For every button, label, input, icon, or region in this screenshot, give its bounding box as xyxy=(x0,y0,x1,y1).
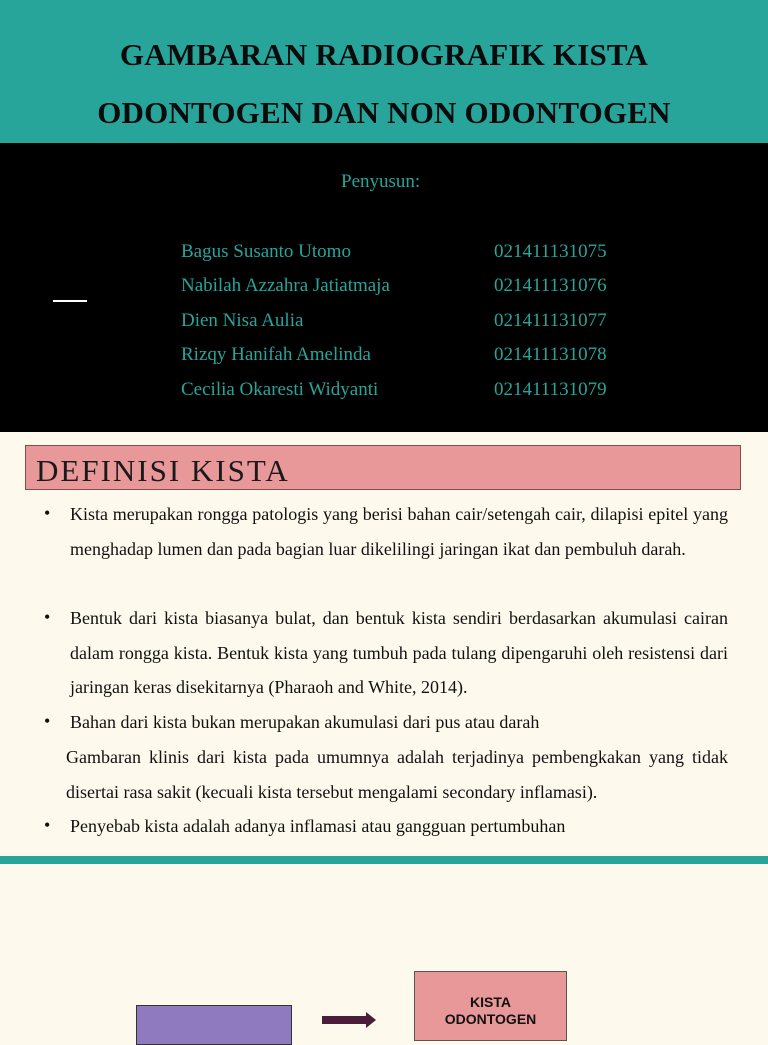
bullet-icon: • xyxy=(44,815,51,835)
section-divider xyxy=(0,856,768,864)
author-name: Rizqy Hanifah Amelinda xyxy=(181,344,371,365)
definition-heading: DEFINISI KISTA xyxy=(36,453,290,488)
clinical-paragraph: Gambaran klinis dari kista pada umumnya adalah terjadinya pembengkakan yang tidak disertai rasa sakit (kecuali kista tersebut mengalami secondary inflamasi). xyxy=(66,747,728,802)
author-name: Cecilia Okaresti Widyanti xyxy=(181,379,379,400)
bullet-icon: • xyxy=(44,711,51,731)
arrow-right-icon xyxy=(322,1016,366,1024)
diagram-box-left xyxy=(136,1005,292,1045)
list-item: Penyebab kista adalah adanya inflamasi atau gangguan pertumbuhan xyxy=(70,816,566,836)
diagram-box-kista-odontogen xyxy=(414,971,567,1041)
author-id: 021411131079 xyxy=(494,379,607,400)
list-item: Bentuk dari kista biasanya bulat, dan bentuk kista sendiri berdasarkan akumulasi cairan dalam rongga kista. Bentuk kista yang tumbuh pada tulang dipengaruhi oleh resistensi dari jaringan keras disekitarnya (Pharaoh and White, 2014). xyxy=(70,608,728,697)
arrow-head-icon xyxy=(366,1012,376,1028)
decorative-dash xyxy=(53,300,87,302)
diagram-box-label-1: KISTA xyxy=(470,994,511,1010)
bullet-icon: • xyxy=(44,607,51,627)
author-id: 021411131078 xyxy=(494,344,607,365)
title-band xyxy=(0,0,768,143)
definition-heading-box xyxy=(25,445,741,490)
authors-label: Penyusun: xyxy=(341,171,421,192)
diagram-box-label-2: ODONTOGEN xyxy=(444,1011,537,1027)
page-title-line-1: GAMBARAN RADIOGRAFIK KISTA xyxy=(119,37,649,72)
author-id: 021411131076 xyxy=(494,275,607,296)
bullet-icon: • xyxy=(44,503,51,523)
author-name: Nabilah Azzahra Jatiatmaja xyxy=(181,275,390,296)
list-item: Kista merupakan rongga patologis yang berisi bahan cair/setengah cair, dilapisi epitel yang menghadap lumen dan pada bagian luar dikelilingi jaringan ikat dan pembuluh darah. xyxy=(70,504,728,559)
page-title-line-2: ODONTOGEN DAN NON ODONTOGEN xyxy=(97,95,671,130)
author-id: 021411131077 xyxy=(494,310,607,331)
author-name: Dien Nisa Aulia xyxy=(181,310,304,331)
author-id: 021411131075 xyxy=(494,241,607,262)
author-name: Bagus Susanto Utomo xyxy=(181,241,351,262)
list-item: Bahan dari kista bukan merupakan akumulasi dari pus atau darah xyxy=(70,712,540,732)
